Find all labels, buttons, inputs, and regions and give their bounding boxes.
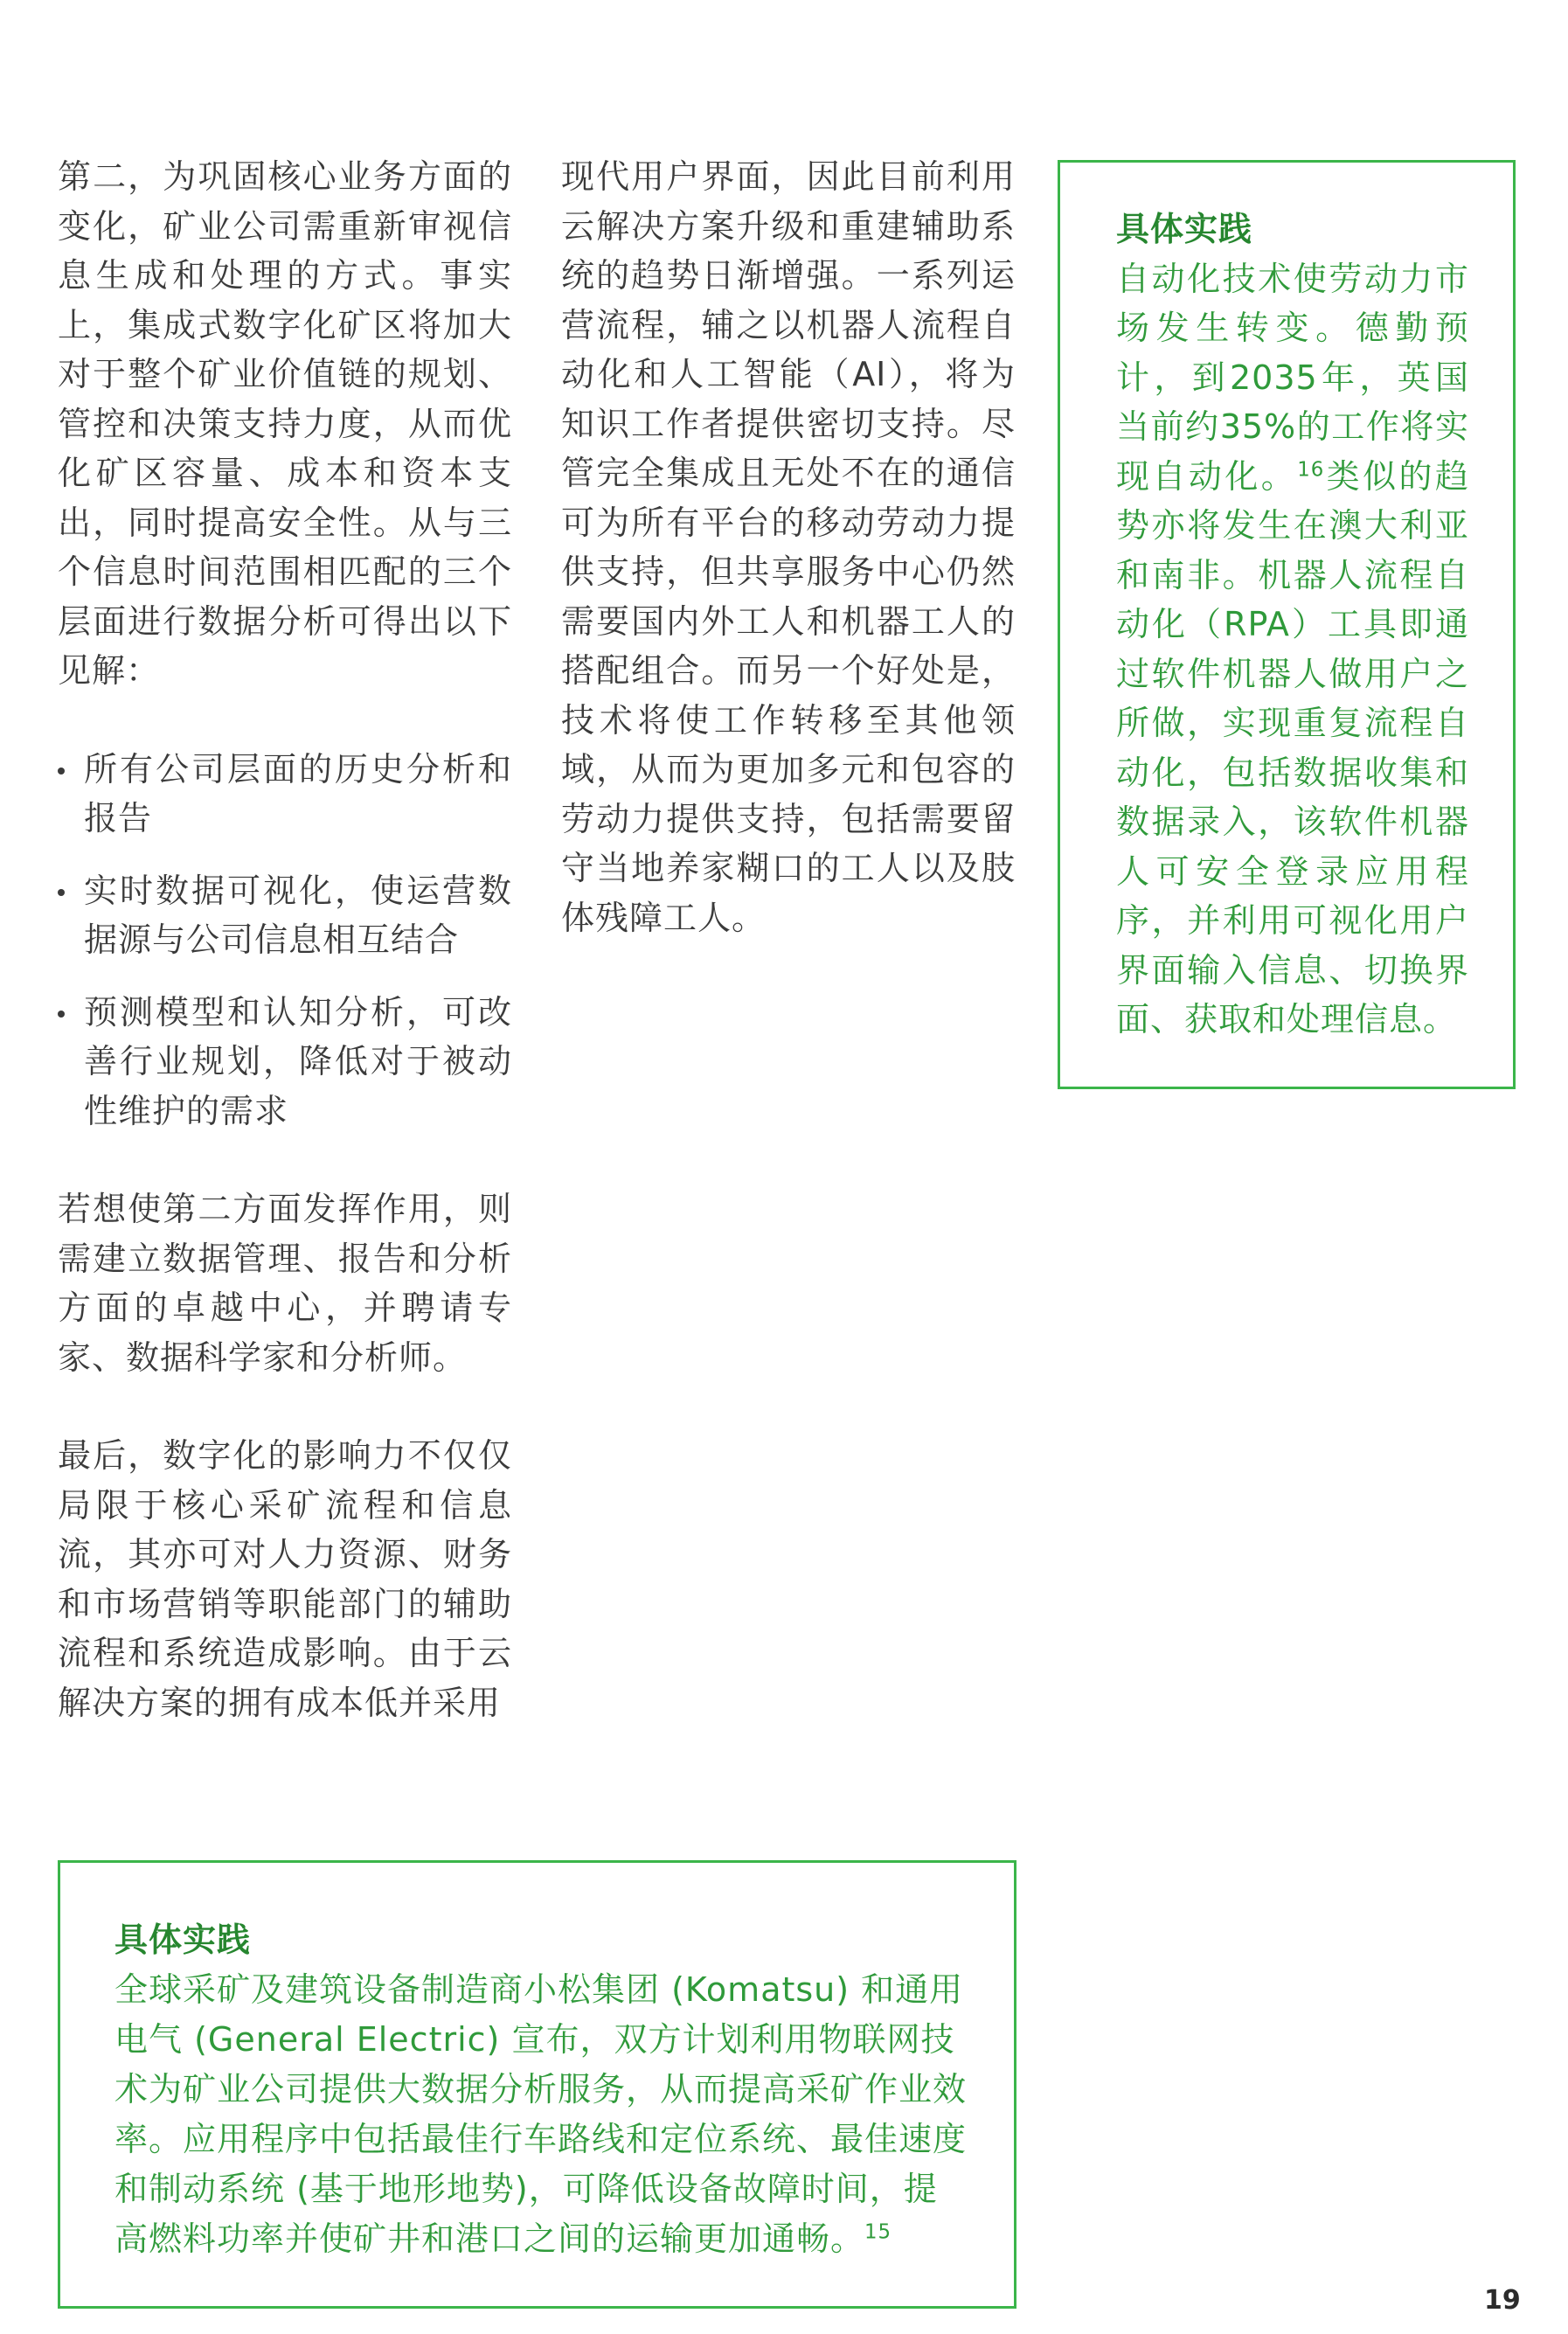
case-study-box-komatsu	[58, 1860, 1016, 2309]
footnote-ref-16[interactable]: 16	[1297, 457, 1325, 481]
case-study-title: 具体实践	[1116, 210, 1253, 248]
left-paragraph-3: 最后，数字化的影响力不仅仅局限于核心采矿流程和信息流，其亦可对人力资源、财务和市场营销等职能部门的辅助流程和系统造成影响。由于云解决方案的拥有成本低并采用	[58, 1436, 512, 1722]
left-column	[58, 152, 512, 1727]
case-study-title: 具体实践	[114, 1921, 252, 1959]
list-item-text: 实时数据可视化，使运营数据源与公司信息相互结合	[84, 871, 512, 959]
middle-paragraph-1: 现代用户界面，因此目前利用云解决方案升级和重建辅助系统的趋势日渐增强。一系列运营流程，辅之以机器人流程自动化和人工智能（AI），将为知识工作者提供密切支持。尽管完全集成且无处不在的通信可为所有平台的移动劳动力提供支持，但共享服务中心仍然需要国内外工人和机器工人的搭配组合。而另一个好处是，技术将使工作转移至其他领域，从而为更加多元和包容的劳动力提供支持，包括需要留守当地养家糊口的工人以及肢体残障工人。	[561, 157, 1016, 937]
case-study-text-body: 全球采矿及建筑设备制造商小松集团 (Komatsu) 和通用电气 (General Electric) 宣布，双方计划利用物联网技术为矿业公司提供大数据分析服务，从而提高采矿作业效率。应用程序中包括最佳行车路线和定位系统、最佳速度和制动系统 (基于地形地势)，可降低设备故障时间，提高燃料功率并使矿井和港口之间的运输更加通畅。	[114, 1970, 968, 2258]
list-item	[58, 745, 512, 844]
case-study-text-part-1: 自动化技术使劳动力市场发生转变。德勤预计，到2035年，英国当前约35%的工作将实现自动化。	[1116, 259, 1469, 496]
bullet-dot-icon	[58, 768, 65, 775]
list-item-text: 所有公司层面的历史分析和报告	[84, 749, 512, 837]
bullet-dot-icon	[58, 889, 65, 896]
case-study-text-part-2: 类似的趋势亦将发生在澳大利亚和南非。机器人流程自动化（RPA）工具即通过软件机器人做用户之所做，实现重复流程自动化，包括数据收集和数据录入，该软件机器人可安全登录应用程序，并利用可视化用户界面输入信息、切换界面、获取和处理信息。	[1116, 456, 1469, 1038]
case-study-box-automation	[1058, 160, 1516, 1089]
list-item-text: 预测模型和认知分析，可改善行业规划，降低对于被动性维护的需求	[84, 992, 512, 1130]
footnote-ref-15[interactable]: 15	[864, 2220, 892, 2244]
list-item	[58, 988, 512, 1136]
list-item	[58, 866, 512, 965]
page-number: 19	[1484, 2285, 1521, 2316]
bullet-dot-icon	[58, 1011, 65, 1018]
case-study-text	[1116, 254, 1469, 1045]
left-paragraph-1: 第二，为巩固核心业务方面的变化，矿业公司需重新审视信息生成和处理的方式。事实上，集成式数字化矿区将加大对于整个矿业价值链的规划、管控和决策支持力度，从而优化矿区容量、成本和资本支出，同时提高安全性。从与三个信息时间范围相匹配的三个层面进行数据分析可得出以下见解：	[58, 157, 512, 690]
case-study-text	[114, 1965, 970, 2264]
middle-column	[561, 152, 1016, 942]
left-paragraph-2: 若想使第二方面发挥作用，则需建立数据管理、报告和分析方面的卓越中心，并聘请专家、数据科学家和分析师。	[58, 1190, 512, 1377]
insights-list	[58, 745, 512, 1136]
